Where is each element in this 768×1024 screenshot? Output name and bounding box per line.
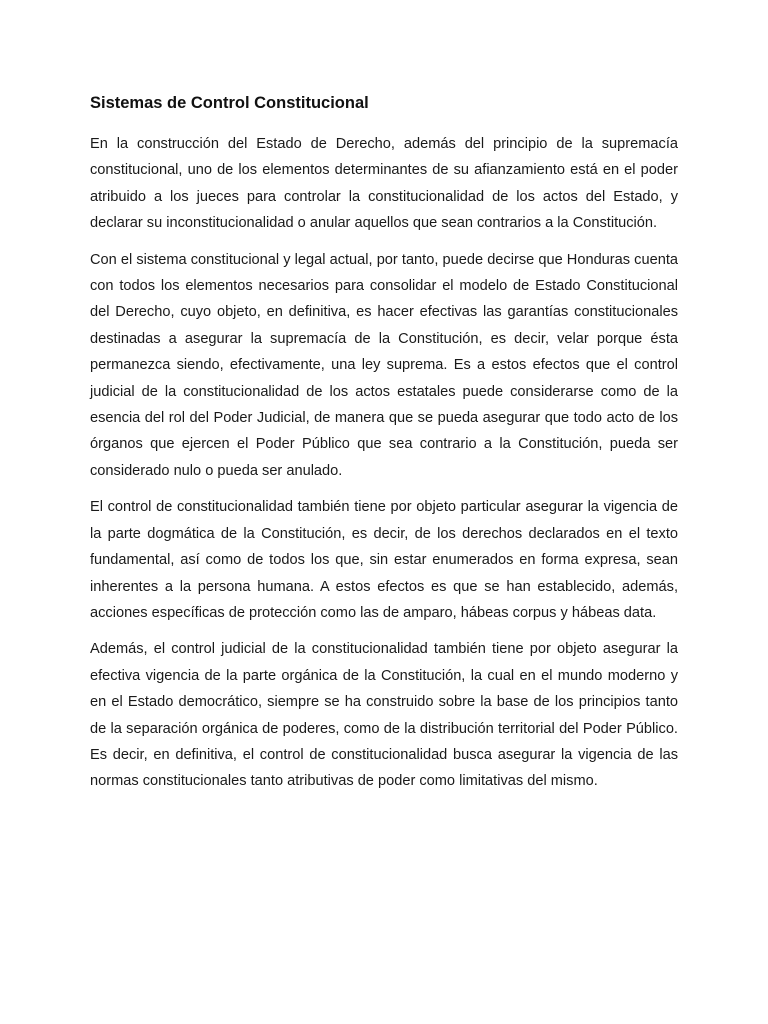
document-page <box>90 92 678 805</box>
document-title: Sistemas de Control Constitucional <box>90 94 369 112</box>
paragraph-3: El control de constitucionalidad también tiene por objeto particular asegurar la vigencia de la parte dogmática de la Constitución, es decir, de los derechos declarados en el texto fundamental, así como de todos los que, sin estar enumerados en forma expresa, sean inherentes a la persona humana. A estos efectos es que se han establecido, además, acciones específicas de protección como las de amparo, hábeas corpus y hábeas data. <box>90 499 678 621</box>
paragraph-4: Además, el control judicial de la constitucionalidad también tiene por objeto asegurar la efectiva vigencia de la parte orgánica de la Constitución, la cual en el mundo moderno y en el Estado democrático, siempre se ha construido sobre la base de los principios tanto de la separación orgánica de poderes, como de la distribución territorial del Poder Público. Es decir, en definitiva, el control de constitucionalidad busca asegurar la vigencia de las normas constitucionales tanto atributivas de poder como limitativas del mismo. <box>90 641 678 790</box>
paragraph-1: En la construcción del Estado de Derecho, además del principio de la supremacía constitucional, uno de los elementos determinantes de su afianzamiento está en el poder atribuido a los jueces para controlar la constitucionalidad de los actos del Estado, y declarar su inconstitucionalidad o anular aquellos que sean contrarios a la Constitución. <box>90 136 678 232</box>
paragraph-2: Con el sistema constitucional y legal actual, por tanto, puede decirse que Honduras cuenta con todos los elementos necesarios para consolidar el modelo de Estado Constitucional del Derecho, cuyo objeto, en definitiva, es hacer efectivas las garantías constitucionales destinadas a asegurar la supremacía de la Constitución, es decir, velar porque ésta permanezca siendo, efectivamente, una ley suprema. Es a estos efectos que el control judicial de la constitucionalidad de los actos estatales puede considerarse como de la esencia del rol del Poder Judicial, de manera que se pueda asegurar que todo acto de los órganos que ejercen el Poder Público que sea contrario a la Constitución, pueda ser considerado nulo o pueda ser anulado. <box>90 251 678 479</box>
